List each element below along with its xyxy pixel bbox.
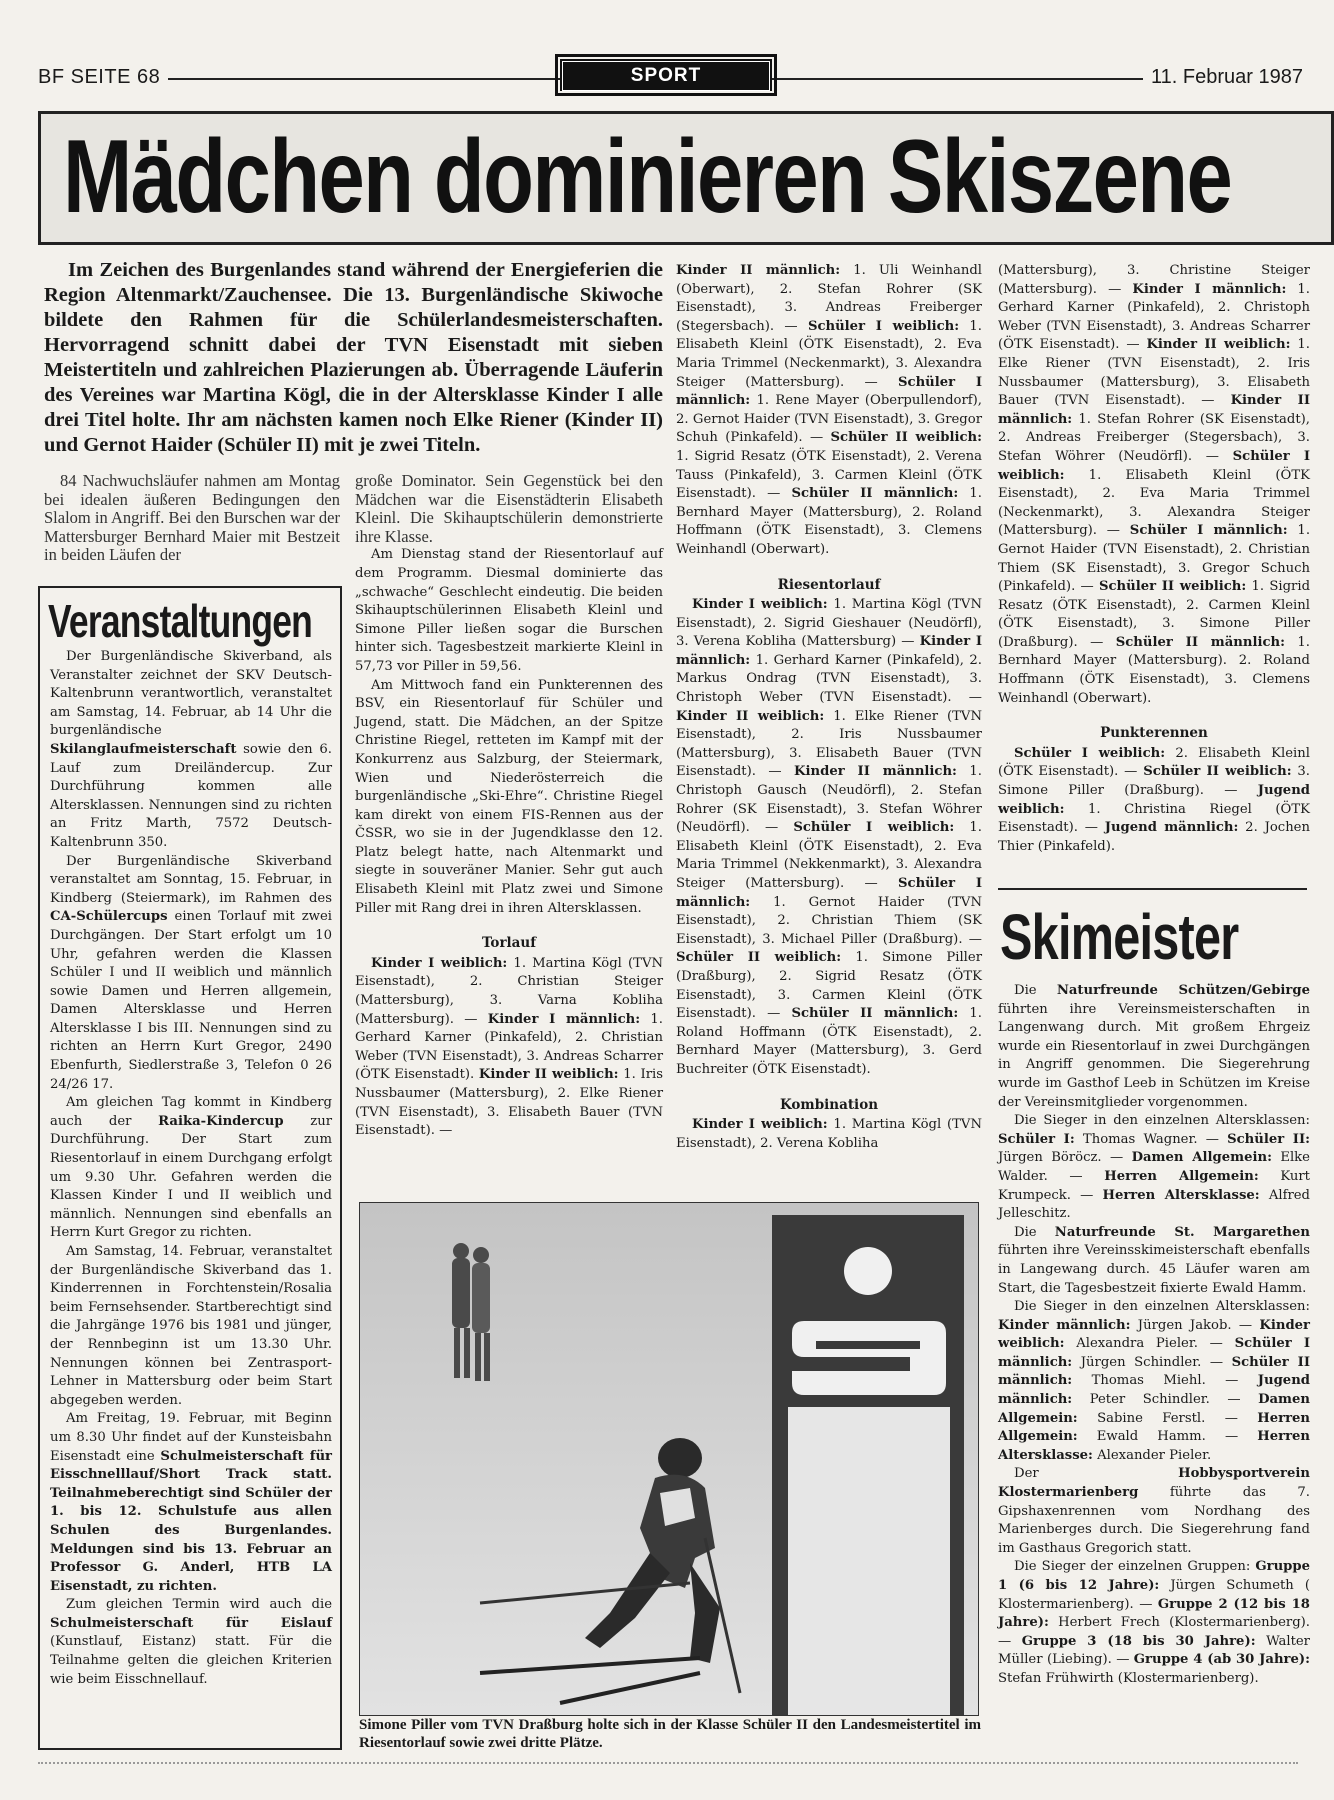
- category-label: Kinder I männlich:: [676, 634, 982, 668]
- paragraph-text: Die: [1014, 983, 1057, 998]
- paragraph-text: 1. Elke Riener (TVN Eisenstadt), 2. Iris Nussbaumer (Mattersburg), 3. Elisabeth Bauer (TVN Eisenstadt). —: [676, 708, 982, 780]
- paragraph: [50, 853, 332, 1095]
- paragraph: [50, 1243, 332, 1410]
- paragraph-text: 1. Sigrid Resatz (ÖTK Eisenstadt), 2. Carmen Kleinl (ÖTK Eisenstadt), 3. Simone Piller (Draßburg). —: [998, 579, 1311, 650]
- category-label: Schüler II:: [1227, 1131, 1311, 1147]
- category-label: Gruppe 3 (18 bis 30 Jahre):: [1021, 1633, 1256, 1649]
- category-label: Kinder II weiblich:: [1146, 337, 1291, 353]
- category-label: Kinder II männlich:: [676, 263, 841, 278]
- photo-caption: Simone Piller vom TVN Draßburg holte sich in der Klasse Schüler II den Landesmeistertitel im Riesentorlauf sowie zwei dritte Plätze.: [359, 1717, 981, 1751]
- category-label: Schüler II männlich:: [1115, 634, 1285, 650]
- category-label: Gruppe 1 (6 bis 12 Jahre):: [998, 1559, 1310, 1593]
- skimeister-heading: Skimeister: [1000, 901, 1239, 973]
- paragraph-text: 1. Christoph Gausch (Neudörfl), 2. Stefan Rohrer (SK Eisenstadt), 3. Stefan Wöhrer (Neudörfl). —: [676, 764, 982, 836]
- paragraph-text: Kurt Krumpeck. —: [998, 1168, 1310, 1203]
- category-label: Schüler II weiblich:: [830, 430, 983, 446]
- headline-box: [38, 111, 1334, 245]
- category-label: Gruppe 2 (12 bis 18 Jahre):: [998, 1596, 1310, 1631]
- paragraph-text: 1. Rene Mayer (Oberpullendorf), 2. Gernot Haider (TVN Eisenstadt), 3. Gregor Schuh (Pinkafeld). —: [676, 393, 982, 446]
- paragraph-text: Die Sieger der einzelnen Gruppen:: [1014, 1559, 1256, 1575]
- paragraph-text: Thomas Miehl. —: [1072, 1373, 1258, 1389]
- paragraph-text: 1. Elisabeth Kleinl (ÖTK Eisenstadt), 2. Eva Maria Trimmel (Nekkenmarkt), 3. Alexandra Steiger (Mattersburg). —: [676, 820, 982, 891]
- article-column-2: [355, 472, 663, 1184]
- paragraph-text: führten ihre Vereinsmeisterschaften in Langenwang durch. Mit großem Ehrgeiz wurde ein Riesentorlauf in zwei Durchgängen in Angriff genommen. Die Siegerehrung wurde im Gasthof Leeb in Schützen im Kreise der Vereinsmitglieder vorgenommen.: [998, 1001, 1310, 1110]
- category-label: Naturfreunde Schützen/Gebirge: [1056, 983, 1310, 998]
- paragraph-text: 1. Bernhard Mayer (Mattersburg), 2. Roland Hoffmann (ÖTK Eisenstadt), 3. Clemens Weinhandl (Oberwart).: [676, 486, 982, 557]
- paragraph: [676, 1116, 982, 1153]
- category-label: CA-Schülercups: [50, 909, 168, 925]
- category-label: Schüler I:: [998, 1131, 1075, 1147]
- paragraph: [998, 1224, 1310, 1298]
- paragraph-text: 1. Gernot Haider (TVN Eisenstadt), 2. Christian Thiem (SK Eisenstadt), 3. Michael Piller (Draßburg). —: [676, 894, 982, 947]
- paragraph-text: einen Torlauf mit zwei Durchgängen. Der Start erfolgt um 10 Uhr, gefahren werden die Klassen Schüler I und II weiblich und männlich sowie Damen und Herren allgemein, Damen Altersklasse und Herren Altersklasse I bis III. Nennungen sind zu richten an Herrn Kurt Gregor, 2490 Ebenfurth, Siedlerstraße 3, Telefon 0 26 24/26 17.: [50, 909, 332, 1092]
- category-label: Kinder männlich:: [998, 1317, 1131, 1333]
- paragraph-text: 1. Gerhard Karner (Pinkafeld), 2. Markus Ondrag (TVN Eisenstadt), 3. Christoph Weber (TVN Eisenstadt). —: [676, 652, 982, 706]
- paragraph-text: 1. Elisabeth Kleinl (ÖTK Eisenstadt), 2. Eva Maria Trimmel (Neckenmarkt), 3. Alexandra Steiger (Mattersburg). —: [998, 467, 1310, 539]
- paragraph-text: 1. Iris Nussbaumer (Mattersburg), 2. Elke Riener (TVN Eisenstadt), 3. Elisabeth Bauer (TVN Eisenstadt). —: [355, 1067, 663, 1139]
- lead-paragraph: Im Zeichen des Burgenlandes stand während der Energieferien die Region Altenmarkt/Zauchensee. Die 13. Burgenländische Skiwoche bildete den Rahmen für die Schülerlandesmeisterschaften. Hervorragend schnitt dabei der TVN Eisenstadt mit sieben Meistertiteln und zahlreichen Plazierungen ab. Überragende Läuferin des Vereines war Martina Kögl, die in der Altersklasse Kinder I alle drei Titel holte. Ihr am nächsten kamen noch Elke Riener (Kinder II) und Gernot Haider (Schüler II) mit je zwei Titeln.: [44, 259, 663, 456]
- paragraph: [998, 1298, 1310, 1465]
- category-label: Herren Allgemein:: [1104, 1168, 1259, 1184]
- headline: Mädchen dominieren Skiszene: [63, 119, 1232, 235]
- column-divider: [998, 888, 1307, 890]
- results-subheading: Kombination: [779, 1096, 879, 1113]
- section-label: [560, 59, 772, 91]
- paragraph-text: Sabine Ferstl. —: [1077, 1410, 1258, 1426]
- category-label: Kinder I männlich:: [1132, 281, 1287, 297]
- category-label: Herren Altersklasse:: [1102, 1187, 1260, 1203]
- paragraph-text: Thomas Wagner. —: [1074, 1131, 1228, 1147]
- paragraph: [50, 1094, 332, 1243]
- category-label: Kinder II männlich:: [998, 393, 1310, 427]
- category-label: Jugend männlich:: [1104, 820, 1239, 836]
- paragraph-text: Walter Müller (Liebing). —: [998, 1633, 1310, 1668]
- category-label: Schüler II männlich:: [998, 1354, 1310, 1389]
- paragraph: [998, 1558, 1310, 1688]
- paragraph-text: Der Burgenländische Skiverband veranstaltet am Sonntag, 15. Februar, in Kindberg (Steiermark), im Rahmen des: [50, 853, 332, 906]
- paragraph-text: 2. Jochen Thier (Pinkafeld).: [998, 820, 1310, 854]
- paragraph-text: Am gleichen Tag kommt in Kindberg auch der: [50, 1095, 332, 1129]
- category-label: Kinder weiblich:: [998, 1317, 1311, 1352]
- category-label: Schulmeisterschaft für Eisschnelllauf/Short Track statt. Teilnahmeberechtigt sind Schüler der 1. bis 12. Schulstufe aus allen Schulen des Burgenlandes. Meldungen sind bis 13. Februar an Professor G. Anderl, HTB LA Eisenstadt, zu richten.: [50, 1448, 332, 1594]
- paragraph-text: Peter Schindler. —: [1072, 1392, 1259, 1408]
- category-label: Herren Altersklasse:: [998, 1429, 1310, 1463]
- category-label: Kinder I weiblich:: [692, 597, 828, 613]
- paragraph: [355, 677, 663, 919]
- category-label: Damen Allgemein:: [1131, 1150, 1272, 1166]
- paragraph: [50, 1596, 332, 1689]
- issue-date: 11. Februar 1987: [1143, 66, 1303, 89]
- events-box-title: Veranstaltungen: [48, 595, 313, 647]
- category-label: Kinder II weiblich:: [676, 708, 825, 724]
- paragraph-text: sowie den 6. Lauf zum Dreiländercup. Zur Durchführung kommen alle Altersklassen. Nennungen sind zu richten an Fritz Marth, 7572 Deutsch-Kaltenbrunn 350.: [50, 741, 332, 850]
- page-bottom-border: [38, 1762, 1298, 1764]
- category-label: Skilanglaufmeisterschaft: [50, 741, 237, 757]
- category-label: Jugend männlich:: [998, 1373, 1310, 1408]
- category-label: Jugend weiblich:: [998, 783, 1310, 817]
- results-subheading: Riesentorlauf: [777, 576, 881, 593]
- category-label: Schüler I weiblich:: [1014, 745, 1166, 761]
- paragraph-text: 1. Simone Piller (Draßburg), 2. Sigrid Resatz (ÖTK Eisenstadt), 3. Carmen Kleinl (ÖTK Eisenstadt). —: [676, 950, 983, 1022]
- paragraph-text: 1. Christina Riegel (ÖTK Eisenstadt). —: [998, 801, 1310, 836]
- category-label: Herren Allgemein:: [998, 1410, 1310, 1445]
- paragraph-text: große Dominator. Sein Gegenstück bei den Mädchen war die Eisenstädterin Elisabeth Kleinl. Die Skihauptschülerin demonstrierte ihre Klasse.: [355, 471, 663, 546]
- paragraph-text: Elke Walder. —: [998, 1150, 1310, 1184]
- paragraph: [998, 982, 1310, 1112]
- paragraph-text: 1. Stefan Rohrer (SK Eisenstadt), 2. Andreas Freiberger (Stegersbach), 3. Stefan Wöhrer (Neudörfl). —: [998, 411, 1310, 464]
- paragraph-text: Jürgen Schumeth ( Klostermarienberg). —: [998, 1578, 1311, 1612]
- paragraph-text: Am Freitag, 19. Februar, mit Beginn um 8.30 Uhr findet auf der Kunsteisbahn Eisenstadt eine: [50, 1411, 332, 1464]
- events-box-body: [42, 648, 338, 1689]
- paragraph-text: (Mattersburg), 3. Christine Steiger (Mattersburg). —: [998, 263, 1310, 297]
- category-label: Kinder I weiblich:: [371, 955, 508, 971]
- category-label: Schüler I männlich:: [676, 876, 982, 910]
- category-label: Schüler II weiblich:: [1143, 764, 1292, 780]
- paragraph-text: 3. Simone Piller (Draßburg). —: [998, 764, 1310, 799]
- article-column-4: [998, 262, 1310, 882]
- paragraph-text: 1. Gerhard Karner (Pinkafeld), 2. Christian Weber (TVN Eisenstadt), 3. Andreas Scharrer (ÖTK Eisenstadt).: [355, 1011, 663, 1083]
- paragraph: [676, 262, 982, 560]
- paragraph: [355, 472, 663, 546]
- paragraph-text: 2. Elisabeth Kleinl (ÖTK Eisenstadt). —: [998, 745, 1310, 780]
- paragraph-text: Jürgen Jakob. —: [1130, 1317, 1260, 1333]
- category-label: Naturfreunde St. Margarethen: [1054, 1224, 1311, 1240]
- paragraph: [676, 596, 982, 1079]
- paragraph-text: Alexander Pieler.: [1092, 1447, 1212, 1463]
- category-label: Schüler II weiblich:: [1099, 579, 1247, 595]
- paragraph-text: 1. Martina Kögl (TVN Eisenstadt), 2. Sigrid Gieshauer (Neudörfl), 3. Verena Kobliha (Mattersburg) —: [676, 597, 982, 650]
- paragraph: [44, 472, 340, 565]
- page-number: BF SEITE 68: [38, 66, 161, 88]
- paragraph: [998, 262, 1310, 708]
- category-label: Hobbysportverein Klostermarienberg: [998, 1466, 1310, 1501]
- category-label: Damen Allgemein:: [998, 1392, 1310, 1426]
- paragraph-text: 1. Gerhard Karner (Pinkafeld), 2. Christoph Weber (TVN Eisenstadt), 3. Andreas Scharrer (ÖTK Eisenstadt). —: [998, 281, 1310, 353]
- paragraph-text: Am Dienstag stand der Riesentorlauf auf dem Programm. Diesmal dominierte das „schwache“ Geschlecht eindeutig. Die beiden Skihauptschülerinnen Elisabeth Kleinl und Simone Piller ließen sogar die Burschen hinter sich. Tagesbestzeit markierte Kleinl in 57,73 vor Piller in 59,56.: [355, 547, 663, 674]
- category-label: Kinder II weiblich:: [478, 1067, 619, 1083]
- paragraph-text: Die: [1014, 1224, 1055, 1240]
- skier-photo: [359, 1202, 979, 1716]
- paragraph-text: führte das 7. Gipshaxenrennen vom Nordhang des Marienberges durch. Die Siegerehrung fand im Gasthaus Gregorich statt.: [998, 1485, 1310, 1556]
- skimeister-article: [998, 982, 1310, 1757]
- category-label: Schüler I weiblich:: [793, 820, 955, 836]
- paragraph: [355, 955, 663, 1141]
- paragraph-text: zur Durchführung. Der Start zum Riesentorlauf in einem Durchgang erfolgt um 9.30 Uhr. Gefahren werden die Klassen Kinder I und II weiblich und männlich. Nennungen sind ebenfalls an Herrn Kurt Gregor zu richten.: [50, 1113, 332, 1241]
- category-label: Raika-Kindercup: [158, 1113, 284, 1129]
- paragraph-text: 1. Bernhard Mayer (Mattersburg). 2. Roland Hoffmann (ÖTK Eisenstadt), 3. Clemens Weinhandl (Oberwart).: [998, 634, 1310, 706]
- paragraph-text: Alexandra Pieler. —: [1064, 1336, 1235, 1352]
- paragraph-text: Am Samstag, 14. Februar, veranstaltet der Burgenländische Skiverband das 1. Kinderrennen in Forchtenstein/Rosalia beim Fernsehsender. Startberechtigt sind die Jahrgänge 1976 bis 1981 und jünger, der Rennbeginn ist um 13.30 Uhr. Nennungen können bei Zentrasport-Lehner in Mattersburg oder beim Start abgegeben werden.: [50, 1244, 332, 1408]
- paragraph-text: Die Sieger in den einzelnen Altersklassen:: [1014, 1113, 1310, 1129]
- paragraph-text: Der Burgenländische Skiverband, als Veranstalter zeichnet der SKV Deutsch-Kaltenbrunn verantwortlich, veranstaltet am Samstag, 14. Februar, ab 14 Uhr die burgenländische: [50, 649, 332, 739]
- paragraph: [998, 745, 1310, 857]
- category-label: Schüler II männlich:: [791, 1006, 959, 1022]
- paragraph-text: Stefan Frühwirth (Klostermarienberg).: [998, 1670, 1259, 1686]
- category-label: Schüler I männlich:: [1129, 523, 1288, 539]
- category-label: Schulmeisterschaft für Eislauf: [50, 1615, 332, 1631]
- paragraph: [998, 1465, 1310, 1558]
- results-subheading: Torlauf: [481, 935, 537, 952]
- category-label: Schüler II weiblich:: [676, 950, 842, 966]
- paragraph: [998, 1112, 1310, 1224]
- paragraph-text: Am Mittwoch fand ein Punkterennen des BSV, ein Riesentorlauf für Schüler und Jugend, statt. Die Mädchen, an der Spitze Christine Riegel, retteten im Kampf mit der Konkurrenz aus Salzburg, der Steiermark, Wien und Niederösterreich die burgenländische „Ski-Ehre“. Christine Riegel kam direkt von einem FIS-Rennen aus der ČSSR, wo sie in der Jugendklasse den 12. Platz belegt hatte, nach Altenmarkt und siegte in souveräner Manier. Sehr gut auch Elisabeth Kleinl mit Platz zwei und Simone Piller mit Rang drei in ihren Altersklassen.: [355, 677, 663, 916]
- paragraph-text: Ewald Hamm. —: [1077, 1429, 1258, 1445]
- paragraph-text: Alfred Jelleschitz.: [998, 1187, 1311, 1222]
- category-label: Schüler I weiblich:: [998, 448, 1310, 483]
- paragraph: [50, 648, 332, 853]
- category-label: Gruppe 4 (ab 30 Jahre):: [1133, 1652, 1310, 1668]
- category-label: Schüler I männlich:: [676, 374, 982, 409]
- paragraph-text: Herbert Frech (Klostermarienberg). —: [998, 1615, 1310, 1649]
- paragraph-text: Die Sieger in den einzelnen Altersklassen:: [1014, 1299, 1310, 1315]
- paragraph-text: 1. Martina Kögl (TVN Eisenstadt), 2. Christian Steiger (Mattersburg), 3. Varna Kobliha (Mattersburg). —: [355, 955, 664, 1027]
- category-label: Schüler I weiblich:: [807, 318, 960, 334]
- paragraph-text: 1. Sigrid Resatz (ÖTK Eisenstadt), 2. Verena Tauss (Pinkafeld), 3. Carmen Kleinl (ÖTK Eisenstadt). —: [676, 448, 982, 502]
- paragraph: [355, 546, 663, 676]
- sparkasse-sign: [772, 1215, 964, 1715]
- paragraph-text: 1. Roland Hoffmann (ÖTK Eisenstadt), 2. Bernhard Mayer (Mattersburg), 3. Gerd Buchreiter (ÖTK Eisenstadt).: [676, 1006, 982, 1077]
- section-label-text: SPORT: [562, 61, 770, 91]
- events-box: [38, 586, 342, 1750]
- paragraph-text: Der: [1014, 1466, 1179, 1482]
- results-subheading: Punkterennen: [1100, 725, 1208, 742]
- paragraph-text: 1. Elke Riener (TVN Eisenstadt), 2. Iris Nussbaumer (Mattersburg), 3. Elisabeth Bauer (TVN Eisenstadt). —: [998, 337, 1310, 409]
- category-label: Kinder I männlich:: [487, 1011, 641, 1027]
- paragraph-text: Zum gleichen Termin wird auch die: [66, 1597, 332, 1613]
- category-label: Kinder II männlich:: [794, 764, 957, 780]
- paragraph-text: 1. Uli Weinhandl (Oberwart), 2. Stefan Rohrer (SK Eisenstadt), 3. Andreas Freiberger (Stegersbach). —: [676, 263, 982, 334]
- paragraph-text: 84 Nachwuchsläufer nahmen am Montag bei idealen äußeren Bedingungen den Slalom in Angriff. Bei den Burschen war der Mattersburger Bernhard Maier mit Bestzeit in beiden Läufen der: [44, 471, 340, 565]
- category-label: Kinder I weiblich:: [692, 1117, 828, 1133]
- paragraph-text: 1. Martina Kögl (TVN Eisenstadt), 2. Verena Kobliha: [676, 1117, 982, 1151]
- paragraph-text: Jürgen Schindler. —: [1072, 1354, 1232, 1370]
- paragraph-text: 1. Gernot Haider (TVN Eisenstadt), 2. Christian Thiem (SK Eisenstadt), 3. Gregor Schuch (Pinkafeld). —: [998, 523, 1311, 595]
- article-column-1: [44, 472, 340, 567]
- paragraph-text: (Kunstlauf, Eistanz) statt. Für die Teilnahme gelten die gleichen Kriterien wie beim Eisschnellauf.: [50, 1634, 332, 1687]
- category-label: Schüler I männlich:: [998, 1336, 1310, 1370]
- article-column-3: [676, 262, 982, 1184]
- paragraph-text: Jürgen Böröcz. —: [998, 1150, 1132, 1166]
- paragraph: [50, 1410, 332, 1596]
- paragraph-text: 1. Elisabeth Kleinl (ÖTK Eisenstadt), 2. Eva Maria Trimmel (Neckenmarkt), 3. Alexandra Steiger (Mattersburg). —: [676, 318, 982, 390]
- paragraph-text: führten ihre Vereinsskimeisterschaft ebenfalls in Langewang durch. 45 Läufer waren am Start, die Tagesbestzeit fixierte Ewald Hamm.: [998, 1243, 1310, 1296]
- category-label: Schüler II männlich:: [791, 486, 959, 502]
